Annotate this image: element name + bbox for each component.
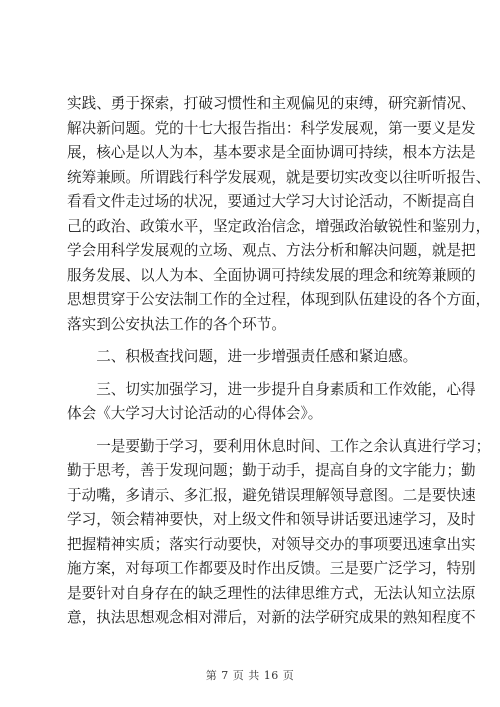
paragraph-gap (67, 337, 433, 345)
text-line: 实践、勇于探索，打破习惯性和主观偏见的束缚，研究新情况、 (67, 95, 476, 112)
text-line: 施方案，对每项工作都要及时作出反馈。三是要广泛学习，特别 (67, 560, 476, 577)
text-line: 统筹兼顾。所谓践行科学发展观，就是要切实改变以往听听报告、 (67, 168, 491, 186)
text-line: 思想贯穿于公安法制工作的全过程，体现到队伍建设的各个方面， (67, 291, 491, 308)
text-line: 二、积极查找问题，进一步增强责任感和紧迫感。 (67, 348, 418, 365)
text-line: 勤于思考，善于发现问题；勤于动手，提高自身的文字能力；勤 (67, 462, 476, 479)
text-line: 是要针对自身存在的缺乏理性的法律思维方式，无法认知立法原 (67, 584, 476, 602)
text-line: 己的政治、政策水平，坚定政治信念，增强政治敏锐性和鉴别力， (67, 217, 491, 235)
text-line: 解决新问题。党的十七大报告指出：科学发展观，第一要义是发 (67, 119, 476, 137)
paragraph-practice (67, 92, 491, 337)
text-line: 意，执法思想观念相对滞后，对新的法学研究成果的熟知程度不 (67, 609, 476, 626)
paragraph-gap (67, 370, 433, 378)
text-line: 展，核心是以人为本，基本要求是全面协调可持续，根本方法是 (67, 144, 476, 161)
text-line: 于动嘴，多请示、多汇报，避免错误理解领导意图。二是要快速 (67, 486, 476, 504)
text-line: 服务发展、以人为本、全面协调可持续发展的理念和统筹兼顾的 (67, 266, 476, 284)
document-body (67, 92, 491, 631)
text-line: 三、切实加强学习，进一步提升自身素质和工作效能，心得 (67, 380, 476, 398)
section-heading-two (67, 345, 433, 370)
paragraph-study (67, 435, 491, 631)
page-footer: 第 7 页 共 16 页 (205, 669, 295, 682)
text-line: 学会用科学发展观的立场、观点、方法分析和解决问题，就是把 (67, 242, 476, 259)
text-line: 一是要勤于学习，要利用休息时间、工作之余认真进行学习； (67, 437, 491, 455)
text-line: 落实到公安执法工作的各个环节。 (67, 315, 286, 333)
text-line: 学习，领会精神要快，对上级文件和领导讲话要迅速学习，及时 (67, 511, 476, 528)
text-line: 体会《大学习大讨论活动的心得体会》。 (67, 405, 323, 422)
section-heading-three (67, 378, 476, 427)
text-line: 把握精神实质；落实行动要快，对领导交办的事项要迅速拿出实 (67, 535, 476, 553)
paragraph-gap (67, 427, 433, 435)
text-line: 看看文件走过场的状况，要通过大学习大讨论活动，不断提高自 (67, 193, 476, 210)
